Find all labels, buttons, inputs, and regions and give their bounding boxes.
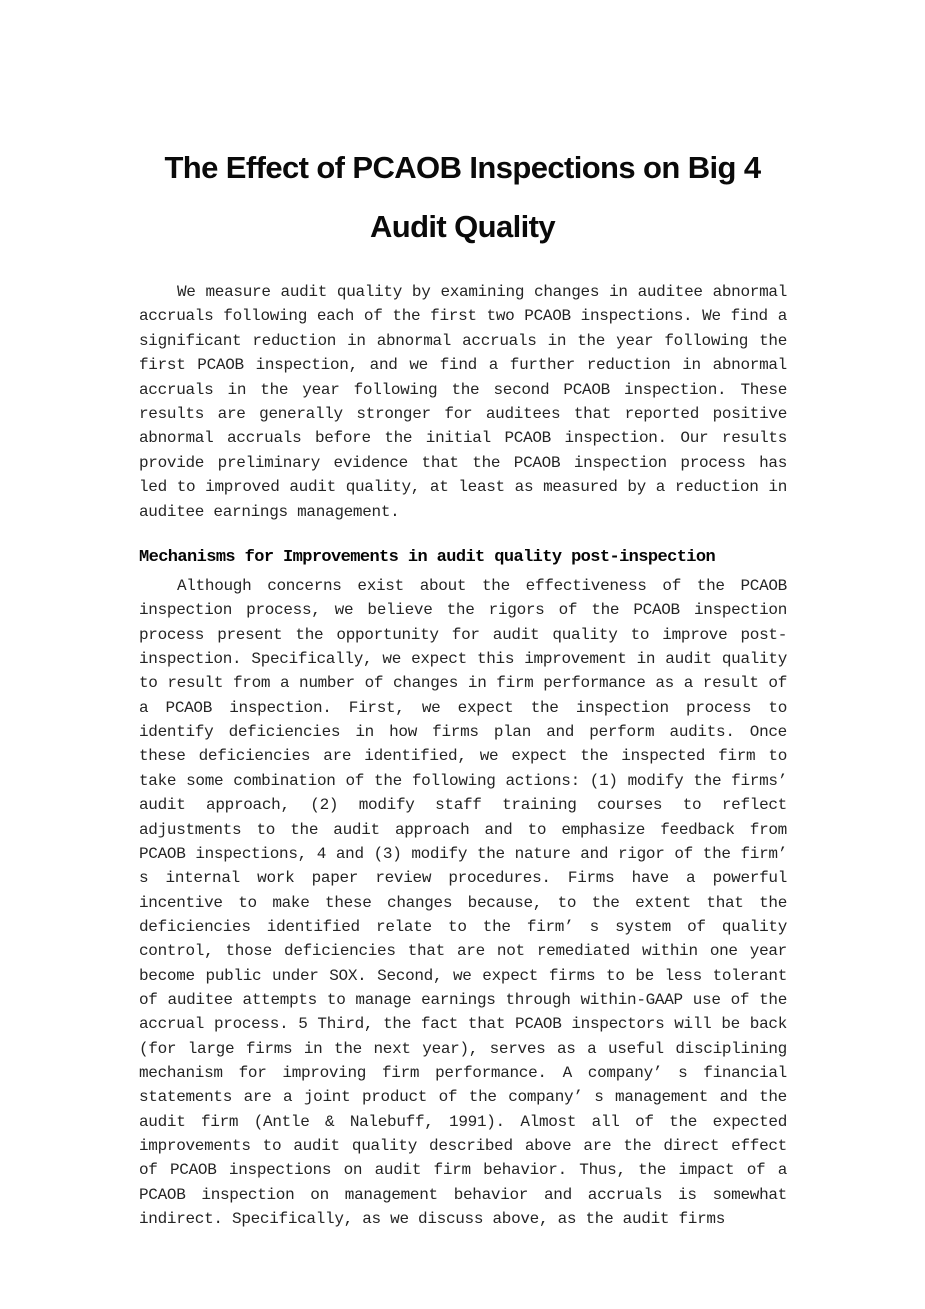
paper-title [0, 138, 925, 256]
section-body-paragraph: Although concerns exist about the effectiveness of the PCAOB inspection process, we believe the rigors of the PCAOB inspection process present the opportunity for audit quality to improve post-inspection. Specifically, we expect this improvement in audit quality to result from a number of changes in firm performance as a result of a PCAOB inspection. First, we expect the inspection process to identify deficiencies in how firms plan and perform audits. Once these deficiencies are identified, we expect the inspected firm to take some combination of the following actions: (1) modify the firms’ audit approach, (2) modify staff training courses to reflect adjustments to the audit approach and to emphasize feedback from PCAOB inspections, 4 and (3) modify the nature and rigor of the firm’ s internal work paper review procedures. Firms have a powerful incentive to make these changes because, to the extent that the deficiencies identified relate to the firm’ s system of quality control, those deficiencies that are not remediated within one year become public under SOX. Second, we expect firms to be less tolerant of auditee attempts to manage earnings through within-GAAP use of the accrual process. 5 Third, the fact that PCAOB inspectors will be back (for large firms in the next year), serves as a useful disciplining mechanism for improving firm performance. A company’ s financial statements are a joint product of the company’ s management and the audit firm (Antle & Nalebuff, 1991). Almost all of the expected improvements to audit quality described above are the direct effect of PCAOB inspections on audit firm behavior. Thus, the impact of a PCAOB inspection on management behavior and accruals is somewhat indirect. Specifically, as we discuss above, as the audit firms [139, 577, 787, 1228]
abstract-paragraph: We measure audit quality by examining changes in auditee abnormal accruals following each of the first two PCAOB inspections. We find a significant reduction in abnormal accruals in the year following the first PCAOB inspection, and we find a further reduction in abnormal accruals in the year following the second PCAOB inspection. These results are generally stronger for auditees that reported positive abnormal accruals before the initial PCAOB inspection. Our results provide preliminary evidence that the PCAOB inspection process has led to improved audit quality, at least as measured by a reduction in auditee earnings management. [139, 283, 787, 521]
paper-title-line2: Audit Quality [369, 209, 556, 244]
paper-title-line1: The Effect of PCAOB Inspections on Big 4 [164, 150, 761, 185]
text-column [139, 280, 787, 1231]
section-heading: Mechanisms for Improvements in audit quality post-inspection [139, 548, 716, 568]
